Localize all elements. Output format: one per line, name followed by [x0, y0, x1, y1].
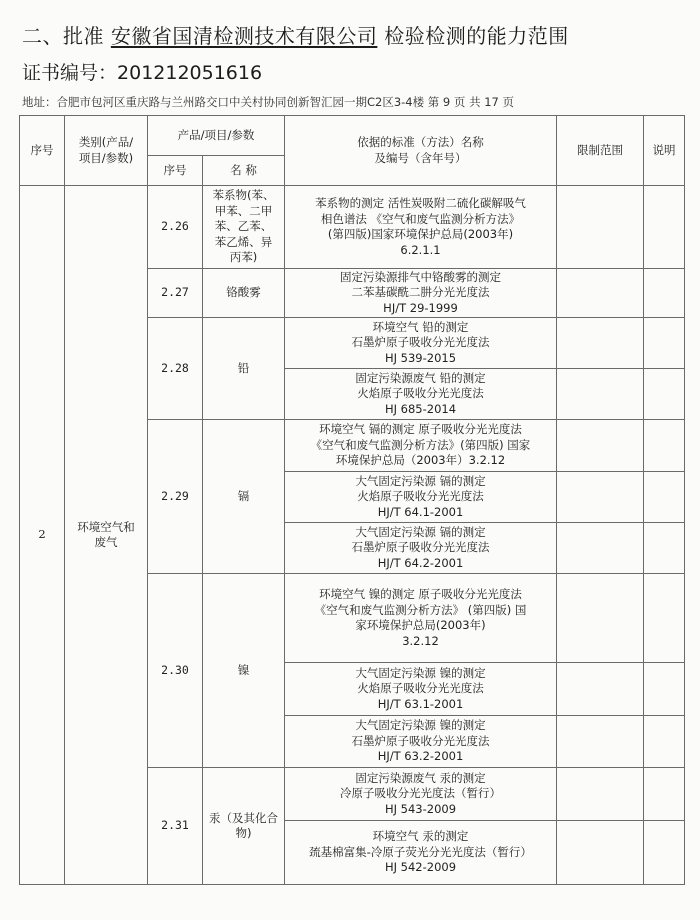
header-standard-line: 及编号（含年号）	[374, 150, 467, 165]
item-name-line: 甲苯、二甲	[214, 203, 273, 218]
standard-line: 火焰原子吸收分光光度法	[357, 489, 484, 504]
standard-line: 石墨炉原子吸收分光光度法	[351, 540, 490, 555]
item-name	[203, 768, 285, 885]
item-number: 2.30	[148, 574, 203, 768]
note-cell	[644, 663, 685, 716]
standard-line: 石墨炉原子吸收分光光度法	[351, 733, 490, 748]
table-row	[20, 186, 685, 269]
heading-suffix: 检验检测的能力范围	[384, 24, 569, 48]
heading-company: 安徽省国清检测技术有限公司	[110, 24, 378, 48]
header-sub-name: 名 称	[203, 156, 285, 186]
standard-line: 固定污染源排气中铬酸雾的测定	[340, 269, 501, 284]
item-number: 2.31	[148, 768, 203, 885]
standard-line: 环境空气 镉的测定 原子吸收分光光度法	[319, 422, 522, 437]
standard-method	[285, 269, 557, 318]
header-note: 说明	[644, 116, 685, 186]
standard-method	[285, 523, 557, 574]
standard-line: 环境保护总局（2003年）3.2.12	[335, 453, 506, 468]
item-number: 2.26	[148, 186, 203, 269]
header-category-line: 项目/参数)	[78, 150, 134, 165]
item-name-line: 镉	[237, 488, 250, 503]
standard-line: 大气固定污染源 镉的测定	[355, 524, 486, 539]
item-number: 2.28	[148, 318, 203, 420]
standard-line: 火焰原子吸收分光光度法	[357, 386, 484, 401]
standard-line: HJ/T 64.2-2001	[377, 555, 464, 570]
note-cell	[644, 574, 685, 663]
limit-cell	[557, 186, 644, 269]
standard-line: HJ/T 64.1-2001	[377, 504, 464, 519]
standard-line: 苯系物的测定 活性炭吸附二硫化碳解吸气	[315, 196, 526, 210]
item-number: 2.27	[148, 269, 203, 318]
limit-cell	[557, 420, 644, 472]
item-name-line: 丙苯)	[229, 250, 258, 265]
standard-line: 大气固定污染源 镍的测定	[355, 718, 486, 733]
standard-line: HJ 539-2015	[384, 350, 457, 365]
group-category	[65, 186, 148, 885]
page-heading	[22, 20, 569, 49]
capability-table	[19, 115, 685, 885]
limit-cell	[557, 472, 644, 523]
certificate-number	[22, 58, 262, 85]
standard-line: 石墨炉原子吸收分光光度法	[351, 335, 490, 350]
limit-cell	[557, 663, 644, 716]
standard-line: 火焰原子吸收分光光度法	[357, 681, 484, 696]
group-category-line: 环境空气和	[77, 519, 135, 534]
note-cell	[644, 472, 685, 523]
note-cell	[644, 186, 685, 269]
standard-line: 固定污染源废气 铅的测定	[355, 370, 486, 385]
standard-line: 二苯基碳酰二肼分光光度法	[351, 285, 490, 300]
standard-line: HJ 542-2009	[384, 860, 457, 875]
standard-line: HJ 543-2009	[384, 801, 457, 816]
standard-method	[285, 369, 557, 420]
limit-cell	[557, 821, 644, 885]
limit-cell	[557, 318, 644, 369]
standard-line: 《空气和废气监测分析方法》(第四版) 国家	[310, 437, 531, 452]
standard-line: 巯基棉富集-冷原子荧光分光光度法（暂行）	[309, 844, 532, 859]
header-limit: 限制范围	[557, 116, 644, 186]
address-line: 地址：合肥市包河区重庆路与兰州路交口中关村协同创新智汇园一期C2区3-4楼 第 9 页 共 17 页	[22, 95, 515, 109]
note-cell	[644, 768, 685, 821]
header-category-line: 类别(产品/	[78, 135, 134, 149]
header-standard-line: 依据的标准（方法）名称	[357, 135, 484, 149]
cert-number: 201212051616	[117, 62, 263, 84]
standard-line: HJ/T 63.2-2001	[377, 749, 464, 764]
standard-method	[285, 472, 557, 523]
header-seq: 序号	[20, 116, 65, 186]
limit-cell	[557, 768, 644, 821]
standard-method	[285, 574, 557, 663]
standard-line: 大气固定污染源 镉的测定	[355, 473, 486, 488]
standard-line: 相色谱法 《空气和废气监测分析方法》	[320, 211, 521, 226]
item-name-line: 苯乙烯、异	[214, 234, 273, 249]
note-cell	[644, 269, 685, 318]
standard-line: 《空气和废气监测分析方法》 (第四版) 国	[314, 602, 527, 617]
item-name-line: 铅	[237, 360, 250, 375]
standard-line: 环境空气 铅的测定	[372, 319, 469, 334]
standard-line: 环境空气 汞的测定	[372, 829, 469, 844]
standard-method	[285, 186, 557, 269]
standard-method	[285, 821, 557, 885]
header-sub-seq: 序号	[148, 156, 203, 186]
standard-line: HJ 685-2014	[384, 401, 457, 416]
standard-line: 环境空气 镍的测定 原子吸收分光光度法	[319, 587, 522, 601]
item-name-line: 镍	[237, 662, 250, 677]
standard-line: 3.2.12	[402, 633, 439, 648]
note-cell	[644, 523, 685, 574]
note-cell	[644, 318, 685, 369]
note-cell	[644, 369, 685, 420]
header-category	[65, 116, 148, 186]
standard-line: 家环境保护总局(2003年)	[355, 618, 486, 632]
standard-line: (第四版)国家环境保护总局(2003年)	[327, 227, 514, 241]
item-name	[203, 269, 285, 318]
item-name	[203, 420, 285, 574]
note-cell	[644, 420, 685, 472]
standard-method	[285, 768, 557, 821]
standard-method	[285, 420, 557, 472]
standard-line: 大气固定污染源 镍的测定	[355, 665, 486, 680]
heading-prefix: 二、批准	[22, 24, 104, 48]
standard-line: 冷原子吸收分光光度法（暂行）	[340, 786, 501, 801]
item-name-line: 物)	[235, 826, 252, 840]
item-name	[203, 574, 285, 768]
limit-cell	[557, 369, 644, 420]
item-name-line: 铬酸雾	[226, 285, 261, 300]
standard-line: HJ/T 63.1-2001	[377, 696, 464, 711]
item-name-line: 汞（及其化合	[209, 810, 278, 825]
standard-method	[285, 318, 557, 369]
limit-cell	[557, 269, 644, 318]
cert-label: 证书编号：	[22, 62, 118, 84]
note-cell	[644, 716, 685, 768]
group-category-line: 废气	[94, 535, 118, 549]
limit-cell	[557, 523, 644, 574]
item-name	[203, 186, 285, 269]
standard-line: 6.2.1.1	[400, 242, 441, 257]
limit-cell	[557, 716, 644, 768]
note-cell	[644, 821, 685, 885]
standard-method	[285, 663, 557, 716]
group-seq: 2	[20, 186, 65, 885]
standard-line: 固定污染源废气 汞的测定	[355, 770, 486, 785]
header-standard	[285, 116, 557, 186]
item-number: 2.29	[148, 420, 203, 574]
item-name	[203, 318, 285, 420]
header-product-item-param: 产品/项目/参数	[148, 116, 285, 156]
standard-line: HJ/T 29-1999	[383, 300, 458, 315]
limit-cell	[557, 574, 644, 663]
item-name-line: 苯、乙苯、	[214, 219, 273, 234]
standard-method	[285, 716, 557, 768]
item-name-line: 苯系物(苯、	[212, 188, 275, 203]
